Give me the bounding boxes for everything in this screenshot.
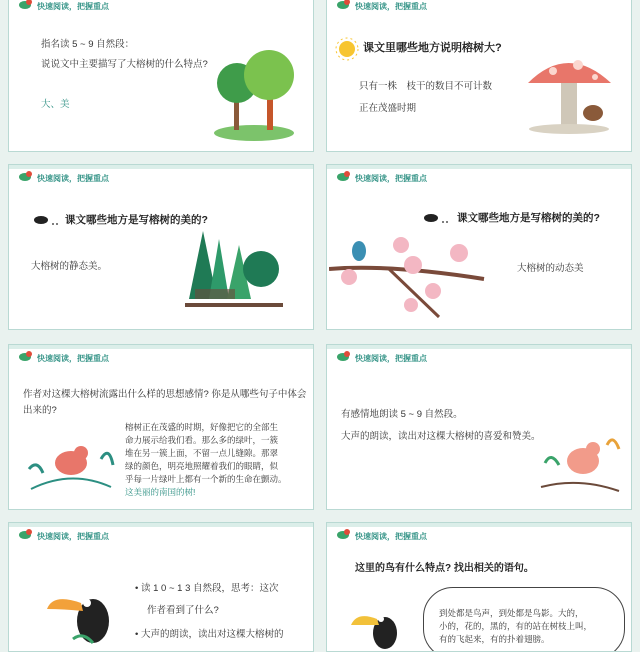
- bullet-item: • 大声的朗读，读出对这棵大榕树的: [135, 629, 284, 640]
- small-bird-icon: [421, 211, 451, 230]
- toucan-illustration: [349, 603, 409, 649]
- bubble-line: 小的，花的，黑的，有的站在树枝上叫，: [439, 621, 593, 631]
- slide-header: [335, 0, 427, 15]
- header-text: 快速阅读，把握重点: [355, 1, 427, 11]
- passage: [125, 421, 287, 499]
- passage-line: 乎每一片绿叶上都有一个新的生命在颤动。: [125, 474, 287, 484]
- bird-icon: [17, 527, 33, 545]
- header-text: 快速阅读，把握重点: [355, 173, 427, 183]
- forest-illustration: [185, 229, 283, 313]
- blossom-branch-illustration: [329, 229, 489, 325]
- bubble-line: 到处都是鸟声，到处都是鸟影。大的，: [439, 608, 584, 618]
- toucan-illustration: [43, 579, 123, 649]
- header-text: 快速阅读，把握重点: [37, 531, 109, 541]
- bullet-text: 大声的朗读，读出对这棵大榕树的: [140, 629, 284, 640]
- passage-line: 榕树正在茂盛的时期，好像把它的全部生: [125, 422, 279, 432]
- trees-illustration: [209, 45, 299, 141]
- question-line: 出来的?: [23, 405, 57, 416]
- instruction-line: 有感情地朗读 5 ~ 9 自然段。: [341, 409, 463, 420]
- prompt-line: 指名读 5 ~ 9 自然段：: [41, 39, 135, 50]
- passage-line: 绿的颜色，明亮地照耀着我们的眼睛，似: [125, 461, 279, 471]
- sun-icon: [335, 37, 359, 66]
- slide-3[interactable]: [8, 164, 314, 330]
- answer-line: 正在茂盛时期: [359, 103, 417, 114]
- robin-illustration: [539, 427, 623, 501]
- question-text: 课文里哪些地方说明榕树大?: [363, 42, 502, 54]
- bird-icon: [335, 169, 351, 187]
- slide-header: [335, 527, 427, 545]
- instruction-line: 大声的朗读，读出对这棵大榕树的喜爱和赞美。: [341, 431, 541, 442]
- header-text: 快速阅读，把握重点: [37, 173, 109, 183]
- slide-header: [335, 349, 427, 367]
- slide-5[interactable]: [8, 344, 314, 510]
- small-bird-icon: [31, 213, 61, 232]
- header-text: 快速阅读，把握重点: [355, 531, 427, 541]
- answer-line: 只有一株 枝干的数目不可计数: [359, 81, 493, 92]
- bullet-continuation: 作者看到了什么?: [147, 605, 219, 616]
- slide-header: [17, 527, 109, 545]
- passage-line: 堆在另一簇上面，不留一点儿缝隙。那翠: [125, 448, 279, 458]
- robin-illustration: [21, 429, 117, 501]
- bird-icon: [17, 349, 33, 367]
- mushroom-illustration: [523, 43, 615, 135]
- bird-icon: [17, 0, 33, 15]
- prompt-line: 说说文中主要描写了大榕树的什么特点?: [41, 59, 208, 70]
- bird-icon: [17, 169, 33, 187]
- answer-text: 大榕树的动态美: [517, 263, 584, 274]
- question-text: 这里的鸟有什么特点? 找出相关的语句。: [355, 563, 534, 574]
- bullet-text: 读 1 0 ~ 1 3 自然段，思考：这次: [140, 583, 279, 594]
- slide-header: [335, 169, 427, 187]
- slide-4[interactable]: [326, 164, 632, 330]
- slide-8[interactable]: [326, 522, 632, 652]
- slide-6[interactable]: [326, 344, 632, 510]
- question-text: 课文哪些地方是写榕树的美的?: [65, 214, 208, 226]
- slide-header: [17, 0, 109, 15]
- slide-7[interactable]: [8, 522, 314, 652]
- question-line: 作者对这棵大榕树流露出什么样的思想感情? 你是从哪些句子中体会: [23, 389, 307, 400]
- bubble-line: 有的飞起来，有的扑着翅膀。: [439, 634, 550, 644]
- passage-line: 命力展示给我们看。那么多的绿叶，一簇: [125, 435, 279, 445]
- slide-header: [17, 349, 109, 367]
- slide-header: [17, 169, 109, 187]
- passage-highlight: 这美丽的南国的树!: [125, 487, 196, 497]
- header-text: 快速阅读，把握重点: [37, 1, 109, 11]
- slide-1[interactable]: [8, 0, 314, 152]
- answer-text: 大榕树的静态美。: [31, 261, 108, 272]
- bird-icon: [335, 349, 351, 367]
- header-text: 快速阅读，把握重点: [355, 353, 427, 363]
- answer-text: 大、美: [41, 99, 70, 110]
- bullet-item: • 读 1 0 ~ 1 3 自然段，思考：这次: [135, 583, 279, 594]
- bubble-text: [439, 607, 592, 646]
- question-text: 课文哪些地方是写榕树的美的?: [457, 212, 600, 224]
- header-text: 快速阅读，把握重点: [37, 353, 109, 363]
- bird-icon: [335, 527, 351, 545]
- slide-2[interactable]: [326, 0, 632, 152]
- bird-icon: [335, 0, 351, 15]
